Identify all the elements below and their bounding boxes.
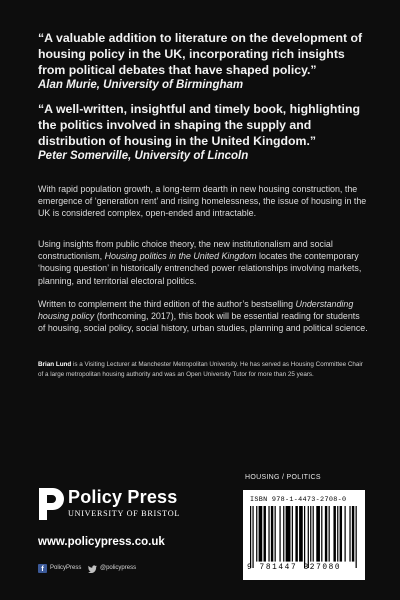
policy-press-p-icon bbox=[38, 487, 64, 521]
barcode-bar bbox=[259, 506, 263, 562]
author-bio-text: is a Visiting Lecturer at Manchester Metropolitan University. He has served as Housing Committee Chair of a large metropolitan housing authority and was an Open University Tutor for more than 25 years. bbox=[38, 361, 363, 378]
book-title: Housing politics in the United Kingdom bbox=[104, 251, 257, 262]
barcode-bar bbox=[337, 506, 338, 562]
author-bio bbox=[38, 360, 368, 379]
barcode-bar bbox=[268, 506, 269, 562]
quote-1 bbox=[38, 30, 372, 93]
category-label: HOUSING / POLITICS bbox=[245, 474, 321, 481]
barcode-bar bbox=[321, 506, 322, 562]
barcode-bar bbox=[252, 506, 253, 568]
barcode-bar bbox=[329, 506, 330, 562]
barcode-bar bbox=[283, 506, 284, 562]
publisher-affiliation: UNIVERSITY OF BRISTOL bbox=[68, 509, 181, 518]
barcode-bar bbox=[325, 506, 327, 562]
barcode-bar bbox=[264, 506, 266, 562]
quote-2-attribution: Peter Somerville, University of Lincoln bbox=[38, 150, 249, 162]
barcode-bar bbox=[349, 506, 350, 562]
blurb-p3-after: (forthcoming, 2017), this book will be essential reading for students of housing, social policy, social history, urban studies, planning and political science. bbox=[38, 311, 368, 334]
quote-1-attribution: Alan Murie, University of Birmingham bbox=[38, 79, 244, 91]
blurb-paragraph-1 bbox=[38, 183, 368, 220]
publisher-name: Policy Press bbox=[68, 487, 178, 507]
barcode-bar bbox=[316, 506, 320, 562]
barcode-bar bbox=[275, 506, 276, 562]
quote-2-text: “A well-written, insightful and timely book, highlighting the politics involved in shaping the supply and distribution of housing in the United Kingdom.” bbox=[38, 102, 360, 148]
barcode-bar bbox=[313, 506, 314, 562]
barcode-bar bbox=[286, 506, 291, 562]
barcode-bar bbox=[352, 506, 354, 562]
blurb-paragraph-1-text: With rapid population growth, a long-term dearth in new housing construction, the emergence of ‘generation rent’ and rising homelessness, the issue of housing in the UK is considered complex, open-ended and intractable. bbox=[38, 184, 367, 219]
twitter-handle[interactable]: @policypress bbox=[100, 565, 137, 571]
facebook-handle[interactable]: PolicyPress bbox=[50, 565, 82, 571]
blurb-p3-before: Written to complement the third edition of the author’s bestselling bbox=[38, 299, 296, 309]
barcode-bar bbox=[292, 506, 293, 562]
barcode-bar bbox=[333, 506, 335, 562]
isbn-barcode bbox=[243, 490, 365, 580]
barcode-bar bbox=[345, 506, 346, 562]
barcode-bar bbox=[271, 506, 273, 562]
isbn-label: ISBN 978-1-4473-2708-0 bbox=[250, 496, 347, 504]
facebook-icon[interactable]: f bbox=[38, 564, 47, 573]
publisher-logo bbox=[38, 487, 198, 521]
publisher-website[interactable]: www.policypress.co.uk bbox=[38, 536, 165, 548]
blurb-paragraph-2 bbox=[38, 238, 368, 287]
blurb-p2-after: locates the contemporary ‘housing question’ in historically entrenched power relationships involving markets, planning, and territorial electoral politics. bbox=[38, 251, 362, 286]
barcode-digits: 9 781447 327080 bbox=[247, 564, 342, 572]
barcode-bars bbox=[248, 506, 360, 568]
blurb-paragraph-3 bbox=[38, 298, 368, 335]
barcode-bar bbox=[256, 506, 257, 562]
barcode-bar bbox=[250, 506, 251, 568]
barcode-bar bbox=[310, 506, 311, 562]
author-name: Brian Lund bbox=[38, 361, 72, 368]
barcode-bar bbox=[356, 506, 357, 568]
twitter-icon[interactable] bbox=[88, 565, 97, 573]
barcode-bar bbox=[279, 506, 280, 562]
barcode-bar bbox=[308, 506, 309, 568]
barcode-bar bbox=[299, 506, 303, 562]
barcode-bar bbox=[340, 506, 342, 562]
barcode-bar bbox=[304, 506, 305, 568]
quote-1-text: “A valuable addition to literature on the development of housing policy in the UK, incorporating rich insights from political debates that have shaped policy.” bbox=[38, 31, 363, 77]
quote-2 bbox=[38, 101, 372, 164]
blurb-p2-before: Using insights from public choice theory, the new institutionalism and social constructionism, bbox=[38, 239, 333, 262]
companion-book-title: Understanding housing policy bbox=[38, 299, 354, 322]
barcode-bar bbox=[295, 506, 297, 562]
